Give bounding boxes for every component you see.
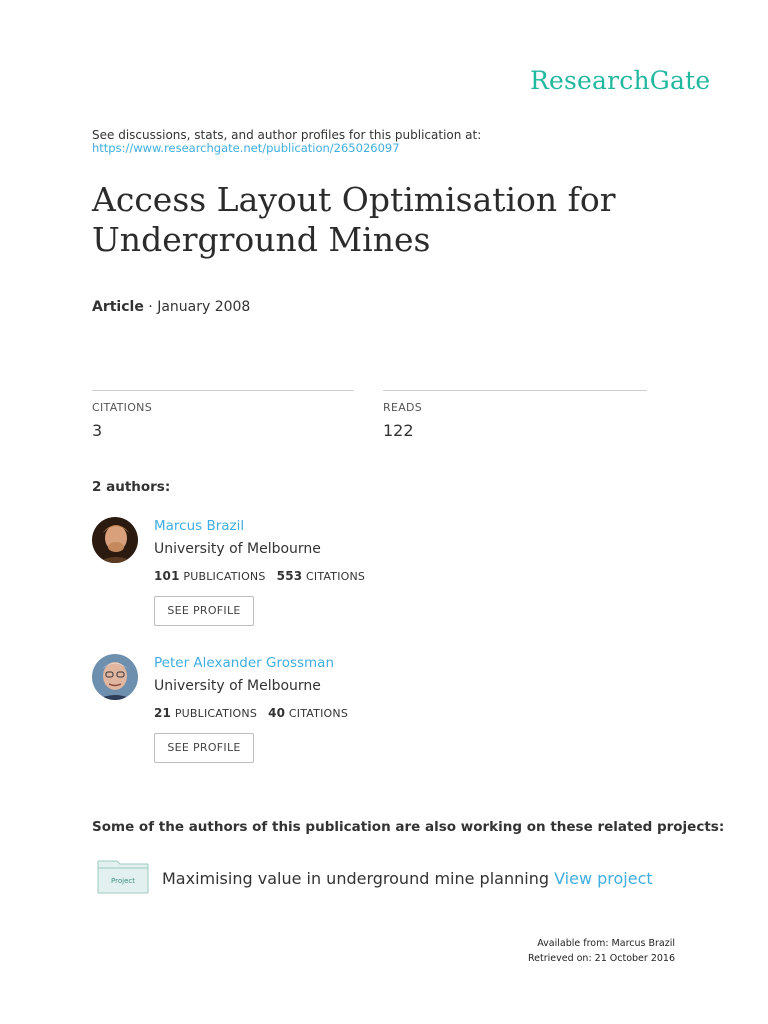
publications-count: 21 [154,706,172,720]
see-profile-button[interactable]: SEE PROFILE [154,733,254,763]
author-stats [154,569,365,583]
author-avatar[interactable] [92,517,138,563]
publication-title: Access Layout Optimisation for Underground Mines [92,180,616,259]
author-name-link[interactable]: Peter Alexander Grossman [154,655,335,671]
retrieved-on-text: Retrieved on: 21 October 2016 [527,953,675,964]
folder-icon [97,860,149,894]
publications-label: PUBLICATIONS [174,707,258,720]
see-profile-button[interactable]: SEE PROFILE [154,596,254,626]
author-citations-label: CITATIONS [306,570,366,583]
project-title: Maximising value in underground mine planning [162,869,555,888]
author-citations-count: 553 [276,569,303,583]
publication-url-link[interactable]: https://www.researchgate.net/publication/265026097 [92,141,400,155]
authors-heading: 2 authors: [92,479,171,495]
author-avatar[interactable] [92,654,138,700]
view-project-link[interactable]: View project [554,869,653,888]
reads-label: READS [383,401,423,414]
publication-type: Article [92,299,144,315]
author-name-link[interactable]: Marcus Brazil [154,518,245,534]
author-affiliation: University of Melbourne [154,678,321,694]
see-discussions-text: See discussions, stats, and author profiles for this publication at: [92,128,482,142]
reads-count: 122 [383,421,414,440]
citations-label: CITATIONS [92,401,152,414]
author-affiliation: University of Melbourne [154,541,321,557]
publications-count: 101 [154,569,180,583]
publications-label: PUBLICATIONS [183,570,266,583]
author-stats [154,706,348,720]
citations-divider [92,390,354,391]
citations-count: 3 [92,421,103,440]
reads-divider [383,390,647,391]
project-icon-label: Project [111,877,135,885]
related-projects-heading: Some of the authors of this publication are also working on these related projects: [92,819,725,835]
project-item [162,869,653,888]
author-citations-count: 40 [268,706,286,720]
publication-date: January 2008 [157,299,251,315]
available-from-text: Available from: Marcus Brazil [537,938,675,949]
researchgate-logo[interactable]: ResearchGate [530,66,711,95]
author-citations-label: CITATIONS [288,707,349,720]
meta-separator: · [143,299,158,315]
publication-meta [92,299,250,315]
